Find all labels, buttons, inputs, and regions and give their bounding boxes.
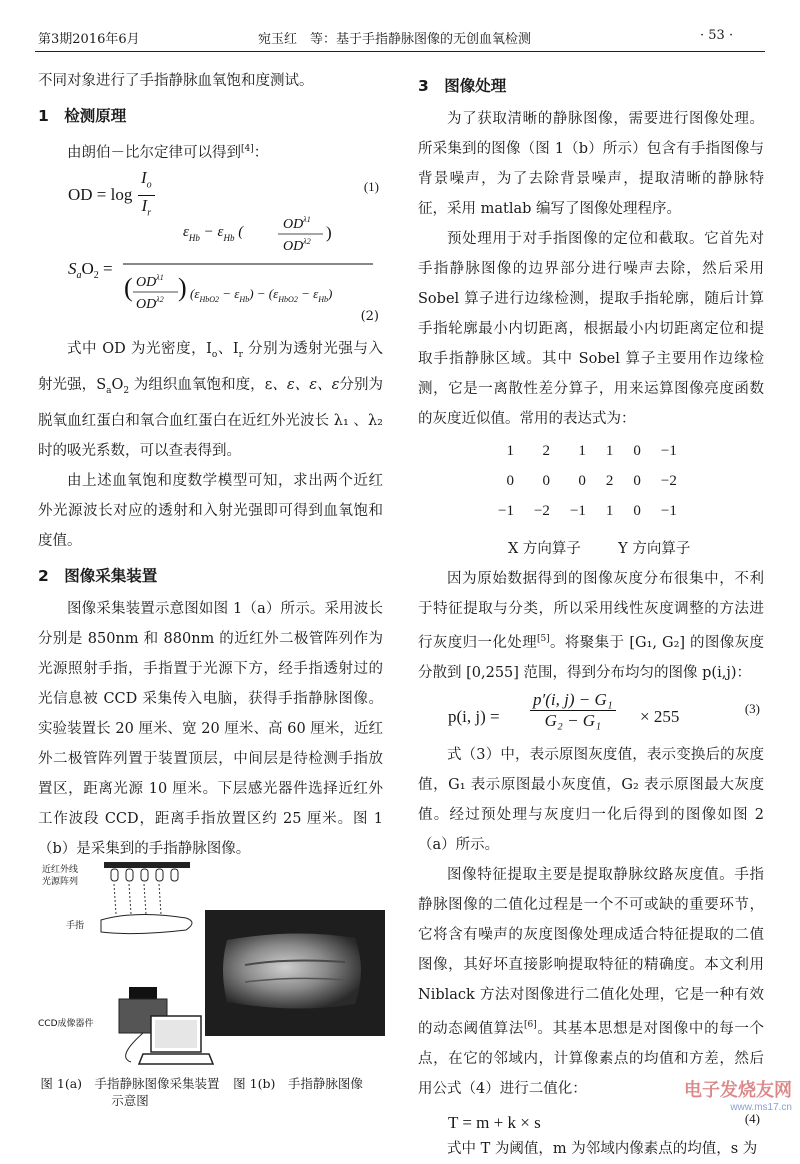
eq1-lhs: OD = log <box>68 184 133 204</box>
eq2-num-od1: $OD^{\lambda 1}$ <box>283 214 311 232</box>
s3-para-4: 式（3）中，表示原图灰度值，表示变换后的灰度值，G₁ 表示原图最小灰度值，G₂ 表示原图最大灰度值。经过预处理与灰度归一化后得到的图像如图 2（a）所示。 <box>418 746 764 853</box>
matrix-cell: 2 <box>605 473 614 489</box>
eq2-den-open: ( <box>124 272 133 302</box>
eq1-fraction <box>138 168 155 224</box>
ref-4: [4] <box>241 144 254 154</box>
y-operator-label: Y 方向算子 <box>618 541 691 557</box>
matrix-cell: −2 <box>660 473 677 489</box>
matrix-row <box>488 496 687 526</box>
header-rule <box>35 51 765 52</box>
s1-para-3: 由上述血氧饱和度数学模型可知，求出两个近红外光源波长对应的透射和入射光强即可得到血氧饱和度值。 <box>38 472 383 549</box>
matrix-cell: 1 <box>605 503 614 519</box>
fig-label-light1: 近红外线 <box>42 865 79 875</box>
operator-labels <box>508 534 764 564</box>
eq1-number: (1) <box>363 178 379 194</box>
left-column <box>38 66 383 864</box>
fig1a-caption-line1: 图 1(a) 手指静脉图像采集装置 <box>40 1076 220 1091</box>
eq1-num-sub: o <box>146 179 152 191</box>
s1-p2-f: O <box>111 376 124 393</box>
eq3-fraction <box>530 690 616 731</box>
section-3-title: 3 图像处理 <box>418 77 507 95</box>
fig-label-finger: 手指 <box>66 921 85 931</box>
s1-p1-text: 由朗伯－比尔定律可以得到 <box>67 144 241 161</box>
eq1-num-i: I <box>141 167 147 187</box>
eq3-tail: × 255 <box>640 706 680 726</box>
eq1-den-i: I <box>141 196 148 216</box>
eq1-denominator <box>138 196 155 223</box>
s3-p3-tail: 。将聚集于 [G₁, G₂] 的图像灰度分散到 [0,255] 范围，得到分布均匀的图像 p(i,j)： <box>418 634 764 681</box>
issue-info: 第3期2016年6月 <box>38 32 140 47</box>
s3-p5-tail: 。其基本思想是对图像中的每一个点，在它的邻域内，计算像素点的均值和方差，然后用公式（4）进行二值化： <box>418 1020 765 1097</box>
matrix-cell: −2 <box>533 503 550 519</box>
s1-p2-eps-terms: 、ε、ε、ε <box>272 376 340 393</box>
s3-para-6: 式中 T 为阈值，m 为邻域内像素点的均值，s 为 <box>447 1140 758 1157</box>
eq2-num-close: ) <box>326 222 332 242</box>
matrix-cell: −1 <box>660 503 677 519</box>
eq2-num-od2: $OD^{\lambda 2}$ <box>283 236 311 254</box>
matrix-cell: 0 <box>633 503 641 519</box>
sobel-matrix-body <box>488 436 687 526</box>
matrix-cell: 2 <box>542 443 550 459</box>
finger-shape <box>101 914 192 933</box>
section-1-title: 1 检测原理 <box>38 107 127 125</box>
fig-label-ccd: CCD成像器件 <box>38 1019 94 1029</box>
s1-p2-h: 为组织血氧饱和度，ε <box>129 376 273 393</box>
led-bulbs <box>111 869 178 881</box>
ref-6: [6] <box>524 1019 537 1030</box>
ref-5: [5] <box>536 634 550 644</box>
eq4-expression: T = m + k × s <box>448 1112 541 1132</box>
laptop-icon <box>135 1010 215 1075</box>
matrix-cell: 0 <box>633 443 641 459</box>
matrix-cell: 0 <box>633 473 641 489</box>
intro-text: 不同对象进行了手指静脉血氧饱和度测试。 <box>38 73 314 89</box>
fig-label-light2: 光源阵列 <box>42 877 79 887</box>
right-column <box>418 66 764 1164</box>
s1-p2-d: 分别为透射光强与入射光强，S <box>38 340 383 393</box>
figure-1a-caption <box>30 1075 230 1109</box>
s2-para-1: 图像采集装置示意图如图 1（a）所示。采用波长分别是 850nm 和 880nm 的近红外二极管阵列作为光源照射手指，手指置于光源下方，经手指透射过的光信息被 CCD 采集传入电脑，获得手指静脉图像。实验装置长 20 厘米、宽 20 厘米、高 60 厘米，近红外二极管阵列置于装置顶层，中间层是待检测手指放置区，距离光源 10 厘米。下层感光器件选择近红外工作波段 CCD，距离手指放置区约 25 厘米。图 1（b）是采集到的手指静脉图像。 <box>38 600 383 857</box>
s3-p5-text: 图像特征提取主要是提取静脉纹路灰度值。手指静脉图像的二值化过程是一个不可或缺的重要环节，它将含有噪声的灰度图像处理成适合特征提取的二值图像，其好坏直接影响提取特征的精确度。本文利用 Niblack 方法对图像进行二值化处理，它是一种有效的动态阈值算法 <box>418 866 764 1037</box>
eq2-numerator: $\varepsilon_{Hb} - \varepsilon_{Hb}$ ( <box>183 223 244 243</box>
eq3-denominator: G₂ − G₁ <box>544 710 601 730</box>
s1-p1-tail: ： <box>253 144 269 161</box>
figure-1b-caption: 图 1(b) 手指静脉图像 <box>233 1076 363 1091</box>
section-2-title: 2 图像采集装置 <box>38 566 158 585</box>
figure-1b-vein-image <box>205 910 385 1036</box>
eq2-den-terms: $(\varepsilon_{HbO2} - \varepsilon_{Hb}) - (\varepsilon_{HbO2} - \varepsilon_{Hb})$ <box>190 285 333 304</box>
s1-p2-a: 式中 OD 为光密度，I <box>67 340 212 357</box>
eq3-numerator: p′(i, j) − G₁ <box>530 690 616 711</box>
s1-p2-rest: 分别为脱氧血红蛋白和氧合血红蛋白在近红外光波长 λ₁ 、λ₂ 时的吸光系数，可以查表得到。 <box>38 376 384 459</box>
eq2-den-od2: $OD^{\lambda 2}$ <box>136 294 164 312</box>
matrix-cell: 1 <box>506 443 514 459</box>
eq4-number: (4) <box>744 1110 760 1126</box>
eq3-lhs: p(i, j) = <box>448 706 500 726</box>
site-watermark <box>684 1076 792 1113</box>
matrix-cell: −1 <box>569 503 586 519</box>
eq1-den-sub: r <box>147 207 152 219</box>
matrix-cell: −1 <box>498 503 514 519</box>
s1-p2-sub-o: o <box>211 349 218 360</box>
s1-p2-b: 、I <box>217 340 239 357</box>
eq2-lhs: $S_aO_2$ = <box>68 258 113 281</box>
s1-para-1 <box>38 134 383 168</box>
eq3-number: (3) <box>744 700 760 716</box>
matrix-cell: 0 <box>506 473 514 489</box>
equation-1 <box>38 167 383 219</box>
watermark-text: 电子发烧友网 <box>684 1080 792 1100</box>
led-array-bar <box>104 862 190 868</box>
light-rays <box>114 884 161 914</box>
eq2-den-close: ) <box>178 272 187 302</box>
page-number: · 53 · <box>700 28 734 43</box>
matrix-cell: 1 <box>605 443 614 459</box>
matrix-cell: 0 <box>542 473 550 489</box>
matrix-cell: 1 <box>578 443 586 459</box>
eq2-number: (2) <box>360 308 379 324</box>
matrix-row <box>488 466 687 496</box>
ccd-lens <box>129 987 157 999</box>
eq2-den-od1: $OD^{\lambda 1}$ <box>136 272 164 290</box>
sobel-operators <box>488 436 687 526</box>
s3-para-3 <box>418 564 764 688</box>
equation-3 <box>418 688 764 740</box>
matrix-cell: 0 <box>578 473 586 489</box>
fig1a-caption-line2: 示意图 <box>111 1093 149 1108</box>
running-title: 宛玉红 等：基于手指静脉图像的无创血氧检测 <box>258 32 532 47</box>
s1-p2-sub-2: 2 <box>123 385 130 396</box>
eq1-numerator <box>138 168 155 196</box>
x-operator-label: X 方向算子 <box>508 541 581 557</box>
matrix-cell: −1 <box>660 443 677 459</box>
watermark-url: www.ms17.cn <box>730 1102 792 1113</box>
s1-p2-sub-a: a <box>106 385 112 396</box>
matrix-row <box>488 436 687 466</box>
s3-para-5 <box>418 860 764 1104</box>
s3-para-2: 预处理用于对手指图像的定位和截取。它首先对手指静脉图像的边界部分进行噪声去除，然后采用 Sobel 算子进行边缘检测，提取手指轮廓，随后计算手指轮廓最小内切距离，根据最小内切距离定位和提取手指静脉区域。其中 Sobel 算子主要用作边缘检测，它是一离散性差分算子，用来运算图像亮度函数的灰度近似值。常用的表达式为： <box>418 231 764 427</box>
s1-para-2 <box>38 334 383 466</box>
s1-p2-sub-r: r <box>238 349 243 360</box>
s3-p3-text: 因为原始数据得到的图像灰度分布很集中，不利于特征提取与分类，所以采用线性灰度调整的方法进行灰度归一化处理 <box>418 571 764 651</box>
equation-2 <box>38 214 383 318</box>
eq2-number-row <box>38 308 383 334</box>
s3-para-1: 为了获取清晰的静脉图像，需要进行图像处理。所采集到的图像（图 1（b）所示）包含有手指图像与背景噪声，为了去除背景噪声，提取清晰的静脉特征，采用 matlab 编写了图像处理程序。 <box>418 111 764 217</box>
